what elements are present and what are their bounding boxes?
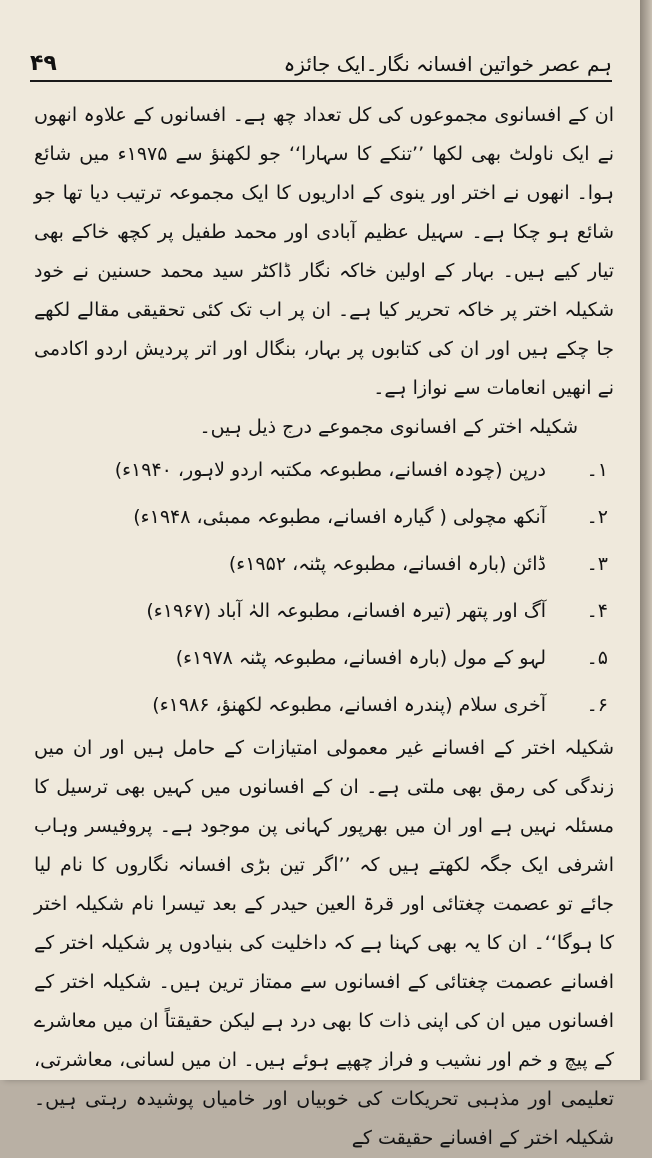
page-body — [34, 96, 614, 1149]
list-item — [34, 635, 614, 682]
paragraph-collections-intro: شکیلہ اختر کے افسانوی مجموعے درج ذیل ہیں۔ — [199, 416, 578, 438]
list-item — [34, 682, 614, 729]
list-item-number: ۵۔ — [586, 647, 608, 669]
list-item — [34, 494, 614, 541]
list-item-text: درپن (چودہ افسانے، مطبوعہ مکتبہ اردو لاہور، ۱۹۴۰ء) — [114, 459, 546, 481]
list-item-number: ۶۔ — [586, 694, 608, 716]
list-item — [34, 588, 614, 635]
running-title: ہم عصر خواتین افسانہ نگار۔ایک جائزہ — [283, 52, 612, 76]
list-item-text: آخری سلام (پندرہ افسانے، مطبوعہ لکھنؤ، ۱۹۸۶ء) — [152, 694, 546, 716]
paragraph-intro: ان کے افسانوی مجموعوں کی کل تعداد چھ ہے۔ افسانوں کے علاوہ انھوں نے ایک ناولٹ بھی لکھا ’’تنکے کا سہارا‘‘ جو لکھنؤ سے ۱۹۷۵ء میں شائع ہوا۔ انھوں نے اختر اور ینوی کے اداریوں کا ایک مجموعہ ترتیب دیا تھا جو شائع ہو چکا ہے۔ سہیل عظیم آبادی اور محمد طفیل پر کچھ خاکے بھی تیار کیے ہیں۔ بہار کے اولین خاکہ نگار ڈاکٹر سید محمد حسنین نے خود شکیلہ اختر پر خاکہ تحریر کیا ہے۔ ان پر اب تک کئی تحقیقی مقالے لکھے جا چکے ہیں اور ان کی کتابوں پر بہار، بنگال اور اتر پردیش اردو اکادمی نے انھیں انعامات سے نوازا ہے۔ — [34, 104, 614, 399]
paragraph-analysis: شکیلہ اختر کے افسانے غیر معمولی امتیازات کے حامل ہیں اور ان میں زندگی کی رمق بھی ملتی ہے۔ ان کے افسانوں میں کہیں بھی ترسیل کا مسئلہ نہیں ہے اور ان میں بھرپور کہانی پن موجود ہے۔ پروفیسر وہاب اشرفی ایک جگہ لکھتے ہیں کہ ’’اگر تین بڑی افسانہ نگاروں کا نام لیا جائے تو عصمت چغتائی اور قرۃ العین حیدر کے بعد تیسرا نام شکیلہ اختر کا ہوگا‘‘۔ ان کا یہ بھی کہنا ہے کہ داخلیت کی بنیادوں پر شکیلہ اختر کے افسانے عصمت چغتائی کے افسانوں سے ممتاز ترین ہیں۔ شکیلہ اختر کے افسانوں میں ان کی اپنی ذات کا بھی درد ہے لیکن حقیقتاً ان میں معاشرے کے پیچ و خم اور نشیب و فراز چھپے ہوئے ہیں۔ ان میں لسانی، معاشرتی، تعلیمی اور مذہبی تحریکات کی خوبیاں اور خامیاں پوشیدہ رہتی ہیں۔ شکیلہ اختر کے افسانے حقیقت کے — [34, 737, 614, 1149]
list-item-number: ۳۔ — [586, 553, 608, 575]
list-item — [34, 541, 614, 588]
list-item-number: ۴۔ — [586, 600, 608, 622]
list-item-text: لہو کے مول (بارہ افسانے، مطبوعہ پٹنہ ۱۹۷۸ء) — [175, 647, 546, 669]
collections-list — [34, 447, 614, 729]
book-spine — [640, 0, 652, 1080]
list-item — [34, 447, 614, 494]
list-item-text: آنکھ مچولی ( گیارہ افسانے، مطبوعہ ممبئی، ۱۹۴۸ء) — [133, 506, 546, 528]
page-number: ۴۹ — [30, 51, 57, 76]
list-item-text: ڈائن (بارہ افسانے، مطبوعہ پٹنہ، ۱۹۵۲ء) — [228, 553, 546, 575]
list-item-text: آگ اور پتھر (تیرہ افسانے، مطبوعہ الہٰ آباد (۱۹۶۷ء) — [146, 600, 546, 622]
list-item-number: ۱۔ — [586, 459, 608, 481]
list-item-number: ۲۔ — [586, 506, 608, 528]
page-header — [30, 40, 612, 82]
